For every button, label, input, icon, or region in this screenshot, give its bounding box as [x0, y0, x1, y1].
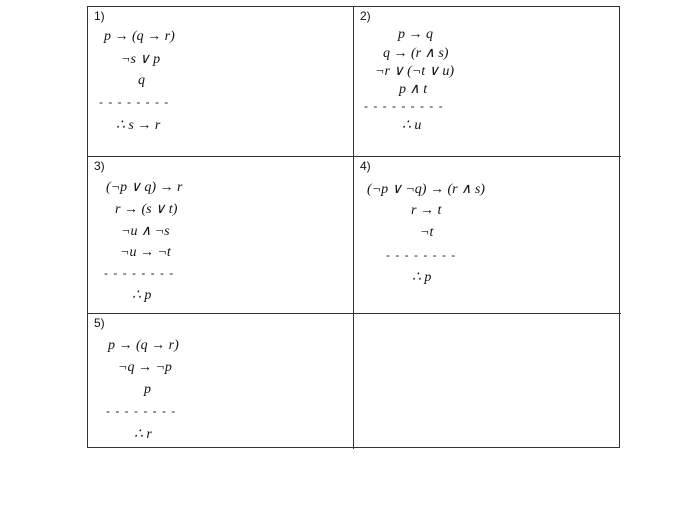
premise-3: q [138, 73, 145, 88]
conclusion: ∴ u [402, 118, 422, 133]
premise-2: q → (r ∧ s) [383, 46, 449, 61]
premise-1: (¬p ∨ ¬q) → (r ∧ s) [367, 182, 485, 197]
premise-3: ¬r ∨ (¬t ∨ u) [375, 64, 455, 79]
separator-line: - - - - - - - - [106, 404, 177, 418]
separator-line: - - - - - - - - [386, 248, 457, 262]
problem-number: 1) [94, 9, 105, 23]
conclusion: ∴ s → r [116, 118, 161, 133]
premise-2: ¬q → ¬p [118, 360, 172, 375]
argument-table [87, 6, 620, 448]
problem-number: 3) [94, 159, 105, 173]
empty-cell [354, 314, 621, 449]
premise-1: p → (q → r) [104, 29, 175, 44]
premise-3: ¬u ∧ ¬s [121, 224, 170, 239]
conclusion: ∴ r [134, 427, 152, 442]
problem-4-cell [354, 157, 621, 314]
problem-1-cell [88, 7, 354, 157]
premise-1: p → (q → r) [108, 338, 179, 353]
premise-2: ¬s ∨ p [121, 52, 161, 67]
problem-3-cell [88, 157, 354, 314]
conclusion: ∴ p [412, 270, 432, 285]
premise-4: p ∧ t [399, 82, 428, 97]
conclusion: ∴ p [132, 288, 152, 303]
problem-number: 5) [94, 316, 105, 330]
premise-1: (¬p ∨ q) → r [106, 180, 183, 195]
problem-2-cell [354, 7, 621, 157]
premise-2: r → t [411, 203, 442, 218]
premise-3: p [144, 382, 151, 397]
problem-number: 2) [360, 9, 371, 23]
premise-2: r → (s ∨ t) [115, 202, 178, 217]
premise-4: ¬u → ¬t [120, 245, 171, 260]
problem-number: 4) [360, 159, 371, 173]
problem-5-cell [88, 314, 354, 449]
separator-line: - - - - - - - - [104, 266, 175, 280]
premise-3: ¬t [420, 225, 434, 240]
premise-1: p → q [398, 27, 433, 42]
separator-line: - - - - - - - - - [364, 99, 444, 113]
separator-line: - - - - - - - - [99, 95, 170, 109]
